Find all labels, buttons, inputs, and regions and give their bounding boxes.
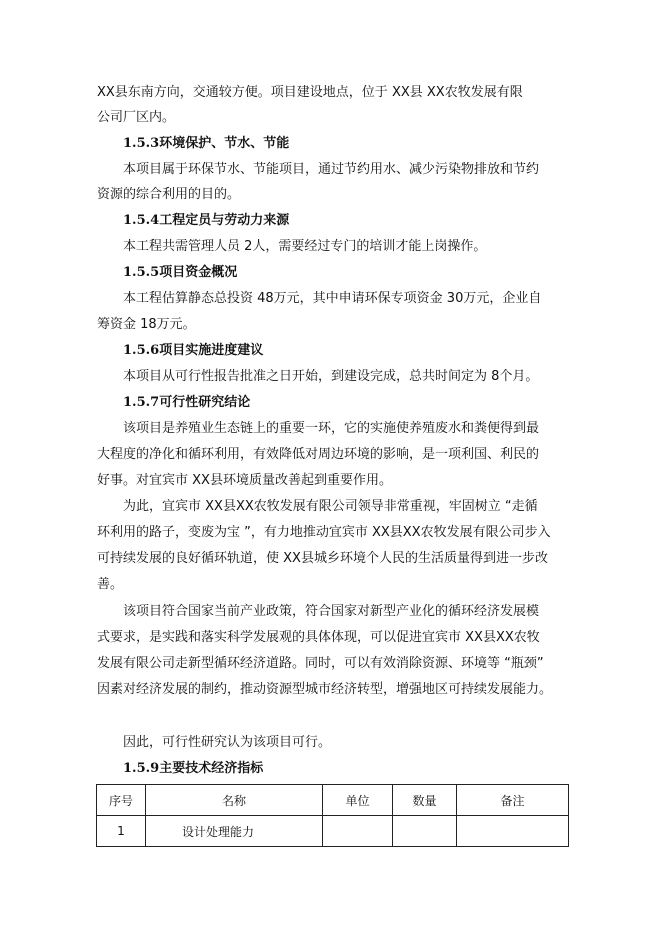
body-text-line: 好事。对宜宾市 XX县环境质量改善起到重要作用。 [97,473,392,488]
body-text-line: 发展有限公司走新型循环经济道路。同时，可以有效消除资源、环境等 “瓶颈” [97,656,544,671]
body-text-line: XX县东南方向，交通较方便。项目建设地点，位于 XX县 XX农牧发展有限 [97,85,523,100]
cell-serial: 1 [97,816,146,847]
section-heading-1-5-3: 1.5.3环境保护、节水、节能 [123,136,290,151]
body-text-line: 环利用的路子，变废为宝 ”，有力地推动宜宾市 XX县XX农牧发展有限公司步入 [97,525,551,540]
body-text-line: 本项目属于环保节水、节能项目，通过节约用水、减少污染物排放和节约 [123,162,540,177]
body-text-line: 该项目符合国家当前产业政策，符合国家对新型产业化的循环经济发展模 [123,604,540,619]
body-text-line: 可持续发展的良好循环轨道，使 XX县城乡环境个人民的生活质量得到进一步改 [97,551,548,566]
section-heading-1-5-9: 1.5.9主要技术经济指标 [123,761,264,776]
body-text-line: 善。 [97,577,124,592]
body-text-line: 大程度的净化和循环利用，有效降低对周边环境的影响，是一项利国、利民的 [97,447,540,462]
body-text-line: 因此，可行性研究认为该项目可行。 [123,735,332,750]
body-text-line: 为此，宜宾市 XX县XX农牧发展有限公司领导非常重视，牢固树立 “走循 [123,499,538,514]
cell-name: 设计处理能力 [146,816,323,847]
cell-quantity [393,816,457,847]
header-name: 名称 [146,785,323,816]
section-heading-1-5-6: 1.5.6项目实施进度建议 [123,343,264,358]
body-text-line: 资源的综合利用的目的。 [97,187,241,202]
header-serial: 序号 [97,785,146,816]
header-unit: 单位 [323,785,393,816]
section-heading-1-5-5: 1.5.5项目资金概况 [123,265,238,280]
table-row [97,816,569,847]
body-text-line: 本项目从可行性报告批准之日开始，到建设完成，总共时间定为 8个月。 [123,369,539,384]
cell-remarks [457,816,569,847]
body-text-line: 筹资金 18万元。 [97,317,196,332]
cell-unit [323,816,393,847]
section-heading-1-5-4: 1.5.4工程定员与劳动力来源 [123,213,290,228]
body-text-line: 本工程共需管理人员 2人，需要经过专门的培训才能上岗操作。 [123,239,487,254]
body-text-line: 该项目是养殖业生态链上的重要一环，它的实施使养殖废水和粪便得到最 [123,421,540,436]
body-text-line: 因素对经济发展的制约，推动资源型城市经济转型，增强地区可持续发展能力。 [97,682,553,697]
body-text-line: 本工程估算静态总投资 48万元，其中申请环保专项资金 30万元，企业自 [123,291,542,306]
header-remarks: 备注 [457,785,569,816]
technical-economic-indicators-table [96,784,569,847]
body-text-line: 公司厂区内。 [97,110,176,125]
section-heading-1-5-7: 1.5.7可行性研究结论 [123,395,251,410]
header-quantity: 数量 [393,785,457,816]
body-text-line: 式要求，是实践和落实科学发展观的具体体现，可以促进宜宾市 XX县XX农牧 [97,630,540,645]
table-header-row [97,785,569,816]
